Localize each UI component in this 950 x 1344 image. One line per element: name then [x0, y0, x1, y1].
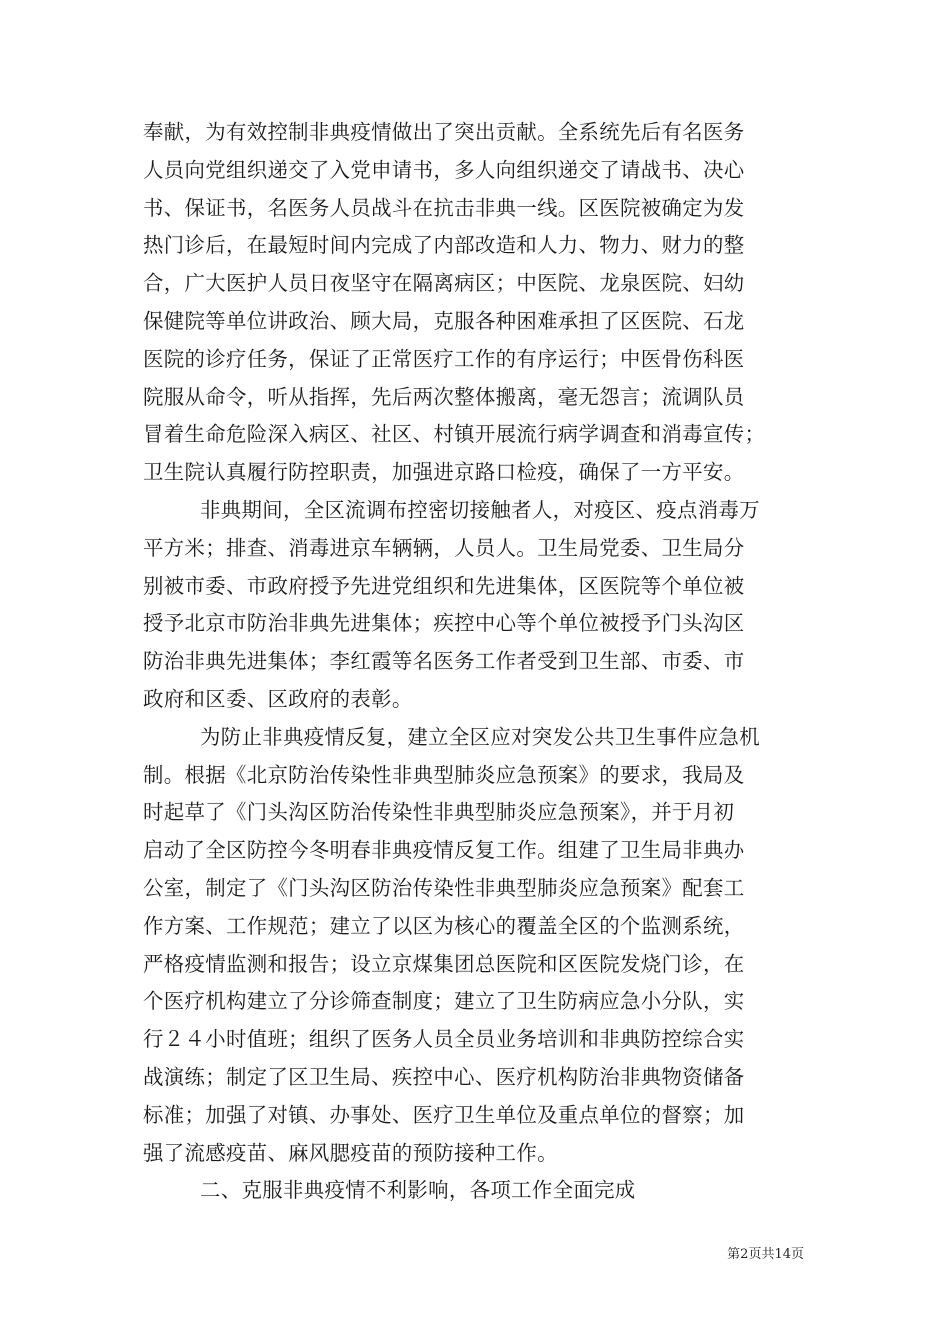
text-line: 政府和区委、区政府的表彰。	[143, 686, 413, 711]
text-line: 奉献，为有效控制非典疫情做出了突出贡献。全系统先后有名医务	[143, 120, 745, 144]
page-number: 第2页共14页	[727, 1247, 804, 1262]
paragraph-first-line: 非典期间，全区流调布控密切接触者人，对疫区、疫点消毒万	[200, 497, 760, 522]
section-heading: 二、克服非典疫情不利影响，各项工作全面完成	[200, 1178, 636, 1203]
text-line: 保健院等单位讲政治、顾大局，克服各种困难承担了区医院、石龙	[143, 308, 745, 333]
text-line: 行２４小时值班；组织了医务人员全员业务培训和非典防控综合实	[143, 1027, 745, 1052]
text-line: 书、保证书，名医务人员战斗在抗击非典一线。区医院被确定为发	[143, 195, 745, 220]
text-line: 冒着生命危险深入病区、社区、村镇开展流行病学调查和消毒宣传；	[143, 422, 766, 447]
text-line: 标准；加强了对镇、办事处、医疗卫生单位及重点单位的督察；加	[143, 1102, 745, 1127]
text-line: 平方米；排查、消毒进京车辆辆，人员人。卫生局党委、卫生局分	[143, 535, 745, 560]
text-line: 院服从命令，听从指挥，先后两次整体搬离，毫无怨言；流调队员	[143, 384, 745, 409]
text-line: 别被市委、市政府授予先进党组织和先进集体，区医院等个单位被	[143, 573, 745, 598]
text-line: 医院的诊疗任务，保证了正常医疗工作的有序运行；中医骨伤科医	[143, 346, 745, 371]
text-line: 严格疫情监测和报告；设立京煤集团总医院和区医院发烧门诊，在	[143, 951, 745, 976]
text-line: 个医疗机构建立了分诊筛查制度；建立了卫生防病应急小分队，实	[143, 989, 745, 1014]
text-line: 卫生院认真履行防控职责，加强进京路口检疫，确保了一方平安。	[143, 460, 745, 485]
text-line: 作方案、工作规范；建立了以区为核心的覆盖全区的个监测系统，	[143, 913, 745, 938]
text-line: 强了流感疫苗、麻风腮疫苗的预防接种工作。	[143, 1140, 558, 1165]
text-line: 授予北京市防治非典先进集体；疾控中心等个单位被授予门头沟区	[143, 611, 745, 636]
text-line: 人员向党组织递交了入党申请书，多人向组织递交了请战书、决心	[143, 157, 745, 182]
text-line: 热门诊后，在最短时间内完成了内部改造和人力、物力、财力的整	[143, 233, 745, 258]
text-line: 时起草了《门头沟区防治传染性非典型肺炎应急预案》，并于月初	[143, 800, 735, 825]
text-line: 公室，制定了《门头沟区防治传染性非典型肺炎应急预案》配套工	[143, 875, 745, 900]
text-line: 启动了全区防控今冬明春非典疫情反复工作。组建了卫生局非典办	[143, 838, 745, 863]
document-body	[143, 114, 813, 1210]
text-line: 合，广大医护人员日夜坚守在隔离病区；中医院、龙泉医院、妇幼	[143, 271, 745, 296]
text-line: 战演练；制定了区卫生局、疾控中心、医疗机构防治非典物资储备	[143, 1064, 745, 1089]
text-line: 制。根据《北京防治传染性非典型肺炎应急预案》的要求，我局及	[143, 762, 745, 787]
paragraph-first-line: 为防止非典疫情反复，建立全区应对突发公共卫生事件应急机	[200, 724, 760, 749]
text-line: 防治非典先进集体；李红霞等名医务工作者受到卫生部、市委、市	[143, 649, 745, 674]
